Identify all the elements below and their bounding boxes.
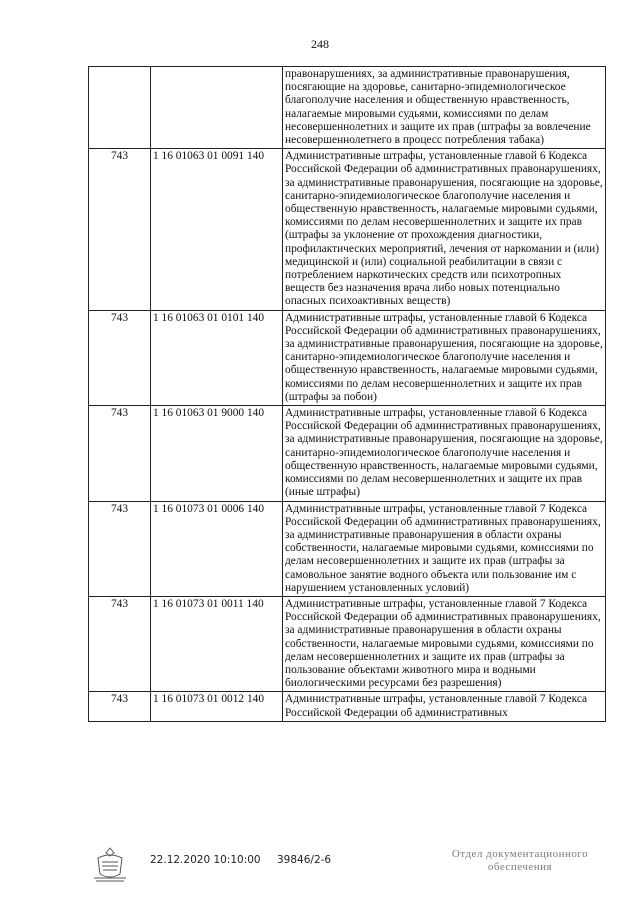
- row-description: Административные штрафы, установленные главой 6 Кодекса Российской Федерации об административных правонарушениях, за административные правонарушения, посягающие на здоровье, санитарно-эпидемиологическое благополучие населения и общественную нравственность, налагаемые мировыми судьями, комиссиями по делам несовершеннолетних и защите их прав (штрафы за уклонение от прохождения диагностики, профилактических мероприятий, лечения от наркомании и (или) медицинской и (или) социальной реабилитации в связи с потреблением наркотических средств или психотропных веществ без назначения врача либо новых потенциально опасных психоактивных веществ): [283, 149, 606, 310]
- row-description: Административные штрафы, установленные главой 7 Кодекса Российской Федерации об административных правонарушениях, за административные правонарушения в области охраны собственности, налагаемые мировыми судьями, комиссиями по делам несовершеннолетних и защите их прав (штрафы за самовольное занятие водного объекта или пользование им с нарушением установленных условий): [283, 501, 606, 596]
- table-row: [89, 692, 606, 721]
- stamp-line-1: Отдел документационного: [451, 848, 589, 860]
- row-code: 743: [89, 596, 151, 691]
- coat-of-arms-icon: [90, 844, 130, 884]
- row-code: 743: [89, 406, 151, 501]
- table-row: [89, 596, 606, 691]
- table-row: [89, 501, 606, 596]
- footer-datetime: 22.12.2020 10:10:00: [150, 854, 261, 866]
- page-footer: [0, 840, 640, 900]
- row-description: Административные штрафы, установленные главой 7 Кодекса Российской Федерации об административных правонарушениях, за административные правонарушения в области охраны собственности, налагаемые мировыми судьями, комиссиями по делам несовершеннолетних и защите их прав (штрафы за пользование объектами животного мира и водными биологическими ресурсами без разрешения): [283, 596, 606, 691]
- row-code: 743: [89, 310, 151, 405]
- row-code: [89, 67, 151, 149]
- department-stamp: [440, 848, 600, 874]
- row-kbk: 1 16 01063 01 9000 140: [151, 406, 283, 501]
- table-row: [89, 406, 606, 501]
- row-description: правонарушениях, за административные правонарушения, посягающие на здоровье, санитарно-эпидемиологическое благополучие населения и общественную нравственность, налагаемые мировыми судьями, комиссиями по делам несовершеннолетних и защите их прав (штрафы за вовлечение несовершеннолетнего в процесс потребления табака): [283, 67, 606, 149]
- row-kbk: 1 16 01063 01 0091 140: [151, 149, 283, 310]
- row-code: 743: [89, 149, 151, 310]
- row-kbk: 1 16 01073 01 0012 140: [151, 692, 283, 721]
- table-row: [89, 149, 606, 310]
- row-kbk: 1 16 01073 01 0011 140: [151, 596, 283, 691]
- row-kbk: 1 16 01073 01 0006 140: [151, 501, 283, 596]
- budget-codes-table: [88, 66, 606, 722]
- stamp-line-2: обеспечения: [487, 861, 553, 873]
- footer-doc-id: 39846/2-6: [277, 854, 332, 866]
- row-code: 743: [89, 692, 151, 721]
- table-row: [89, 67, 606, 149]
- row-kbk: 1 16 01063 01 0101 140: [151, 310, 283, 405]
- row-description: Административные штрафы, установленные главой 6 Кодекса Российской Федерации об административных правонарушениях, за административные правонарушения, посягающие на здоровье, санитарно-эпидемиологическое благополучие населения и общественную нравственность, налагаемые мировыми судьями, комиссиями по делам несовершеннолетних и защите их прав (иные штрафы): [283, 406, 606, 501]
- row-description: Административные штрафы, установленные главой 7 Кодекса Российской Федерации об административных: [283, 692, 606, 721]
- row-kbk: [151, 67, 283, 149]
- row-description: Административные штрафы, установленные главой 6 Кодекса Российской Федерации об административных правонарушениях, за административные правонарушения, посягающие на здоровье, санитарно-эпидемиологическое благополучие населения и общественную нравственность, налагаемые мировыми судьями, комиссиями по делам несовершеннолетних и защите их прав (штрафы за побои): [283, 310, 606, 405]
- row-code: 743: [89, 501, 151, 596]
- table-row: [89, 310, 606, 405]
- page-number: 248: [311, 37, 329, 51]
